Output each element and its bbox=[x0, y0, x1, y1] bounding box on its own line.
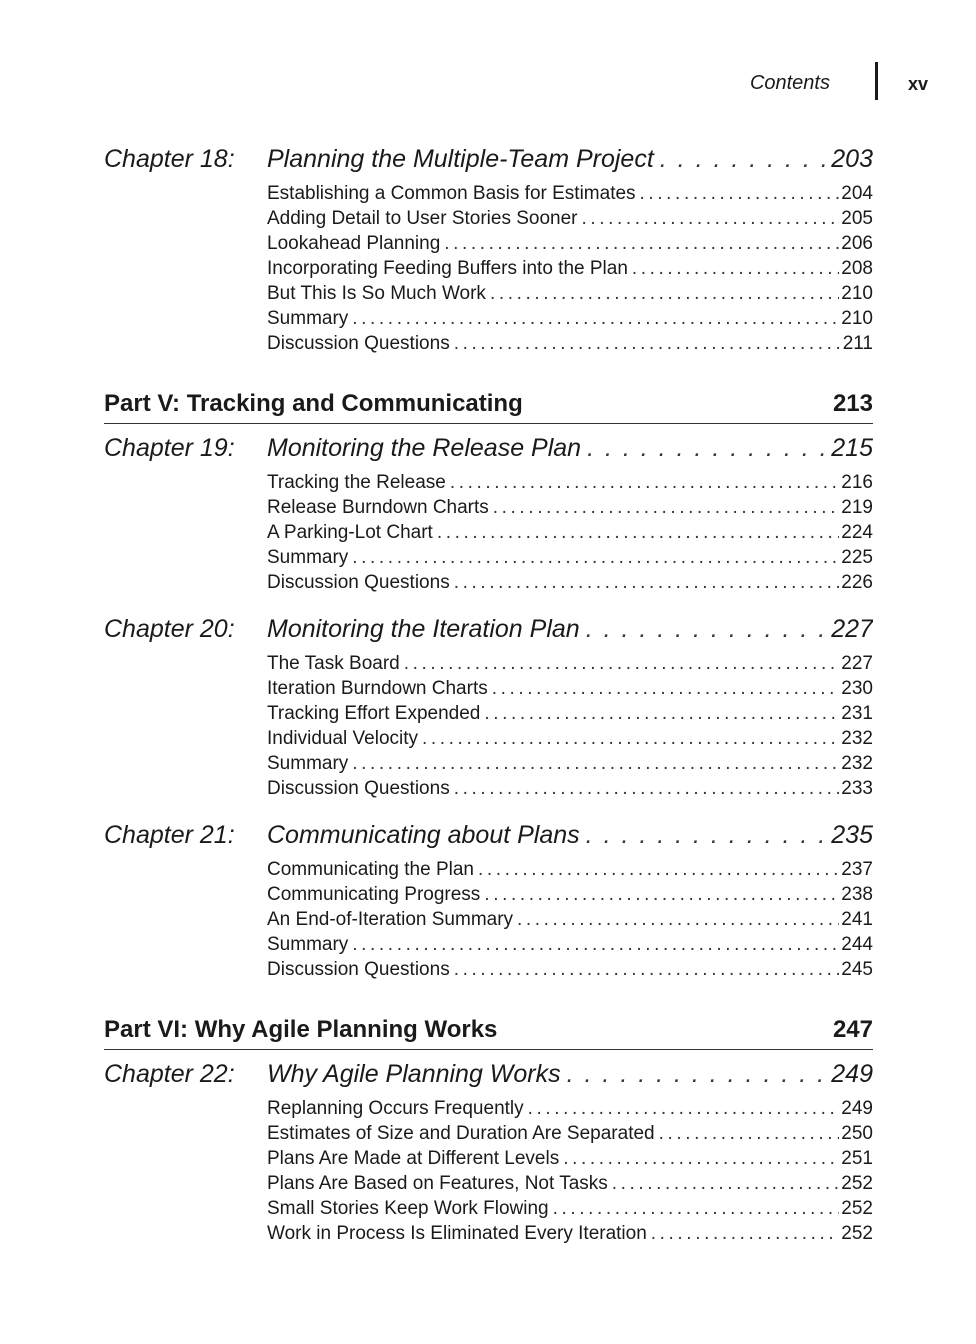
section-entry[interactable] bbox=[267, 676, 873, 701]
section-entry[interactable] bbox=[267, 651, 873, 676]
chapter-number: Chapter 18: bbox=[104, 145, 235, 173]
part-title: Part VI: Why Agile Planning Works bbox=[104, 1016, 498, 1043]
section-entry[interactable] bbox=[267, 1196, 873, 1221]
chapter-number: Chapter 20: bbox=[104, 615, 235, 643]
section-title: Plans Are Made at Different Levels bbox=[267, 1148, 560, 1169]
dot-leader bbox=[454, 331, 841, 356]
running-header bbox=[0, 62, 976, 100]
section-page: 211 bbox=[842, 333, 873, 354]
section-title: Discussion Questions bbox=[267, 333, 450, 354]
section-entry[interactable] bbox=[267, 231, 873, 256]
chapter-number: Chapter 21: bbox=[104, 821, 235, 849]
chapter-number: Chapter 22: bbox=[104, 1060, 235, 1088]
section-entry[interactable] bbox=[267, 701, 873, 726]
dot-leader bbox=[478, 857, 839, 882]
chapter-22 bbox=[104, 1060, 873, 1246]
section-page: 232 bbox=[841, 728, 873, 749]
section-title: A Parking-Lot Chart bbox=[267, 522, 433, 543]
section-entry[interactable] bbox=[267, 1171, 873, 1196]
section-entry[interactable] bbox=[267, 281, 873, 306]
section-entry[interactable] bbox=[267, 181, 873, 206]
section-entry[interactable] bbox=[267, 776, 873, 801]
part-page: 213 bbox=[832, 390, 873, 417]
section-page: 241 bbox=[841, 909, 873, 930]
section-page: 252 bbox=[841, 1173, 873, 1194]
chapter-heading[interactable] bbox=[104, 821, 873, 857]
section-page: 224 bbox=[841, 522, 873, 543]
section-title: An End-of-Iteration Summary bbox=[267, 909, 514, 930]
section-entry[interactable] bbox=[267, 1221, 873, 1246]
chapter-20 bbox=[104, 615, 873, 801]
dot-leader bbox=[563, 1146, 839, 1171]
section-page: 252 bbox=[841, 1198, 873, 1219]
chapter-page: 249 bbox=[831, 1060, 873, 1088]
section-entry[interactable] bbox=[267, 306, 873, 331]
section-entry[interactable] bbox=[267, 932, 873, 957]
section-page: 227 bbox=[841, 653, 873, 674]
dot-leader bbox=[567, 1060, 826, 1089]
dot-leader bbox=[352, 932, 839, 957]
dot-leader bbox=[586, 821, 826, 850]
section-entry[interactable] bbox=[267, 1096, 873, 1121]
dot-leader bbox=[517, 907, 839, 932]
dot-leader bbox=[450, 470, 839, 495]
section-page: 231 bbox=[841, 703, 873, 724]
section-title: Tracking the Release bbox=[267, 472, 446, 493]
section-title: Small Stories Keep Work Flowing bbox=[267, 1198, 549, 1219]
section-title: Summary bbox=[267, 753, 349, 774]
section-title: Communicating Progress bbox=[267, 884, 481, 905]
section-title: Iteration Burndown Charts bbox=[267, 678, 488, 699]
section-page: 232 bbox=[841, 753, 873, 774]
header-divider bbox=[875, 62, 878, 100]
section-title: Individual Velocity bbox=[267, 728, 419, 749]
chapter-page: 235 bbox=[831, 821, 873, 849]
section-title: Adding Detail to User Stories Sooner bbox=[267, 208, 578, 229]
chapter-page: 227 bbox=[831, 615, 873, 643]
section-entry[interactable] bbox=[267, 470, 873, 495]
chapter-page: 203 bbox=[831, 145, 873, 173]
dot-leader bbox=[492, 676, 840, 701]
section-title: Lookahead Planning bbox=[267, 233, 441, 254]
section-page: 237 bbox=[841, 859, 873, 880]
dot-leader bbox=[659, 1121, 840, 1146]
section-page: 250 bbox=[841, 1123, 873, 1144]
dot-leader bbox=[651, 1221, 840, 1246]
section-list bbox=[267, 651, 873, 801]
chapter-heading[interactable] bbox=[104, 434, 873, 470]
section-title: Communicating the Plan bbox=[267, 859, 474, 880]
section-page: 204 bbox=[841, 183, 873, 204]
section-entry[interactable] bbox=[267, 256, 873, 281]
section-entry[interactable] bbox=[267, 907, 873, 932]
dot-leader bbox=[490, 281, 839, 306]
dot-leader bbox=[528, 1096, 840, 1121]
dot-leader bbox=[640, 181, 840, 206]
section-entry[interactable] bbox=[267, 751, 873, 776]
section-entry[interactable] bbox=[267, 726, 873, 751]
dot-leader bbox=[444, 231, 839, 256]
section-title: Estimates of Size and Duration Are Separated bbox=[267, 1123, 655, 1144]
part-page: 247 bbox=[832, 1016, 873, 1043]
section-entry[interactable] bbox=[267, 206, 873, 231]
chapter-title: Monitoring the Release Plan bbox=[267, 434, 582, 462]
section-entry[interactable] bbox=[267, 495, 873, 520]
table-of-contents bbox=[104, 145, 873, 1266]
part-title: Part V: Tracking and Communicating bbox=[104, 390, 523, 417]
section-title: The Task Board bbox=[267, 653, 400, 674]
section-title: Plans Are Based on Features, Not Tasks bbox=[267, 1173, 608, 1194]
chapter-page: 215 bbox=[831, 434, 873, 462]
header-page-number: xv bbox=[908, 74, 929, 94]
dot-leader bbox=[352, 545, 839, 570]
dot-leader bbox=[352, 751, 839, 776]
dot-leader bbox=[437, 520, 839, 545]
section-entry[interactable] bbox=[267, 882, 873, 907]
section-page: 225 bbox=[841, 547, 873, 568]
section-entry[interactable] bbox=[267, 1146, 873, 1171]
section-entry[interactable] bbox=[267, 545, 873, 570]
section-page: 205 bbox=[841, 208, 873, 229]
section-entry[interactable] bbox=[267, 1121, 873, 1146]
part-6-heading[interactable] bbox=[104, 1016, 873, 1050]
section-entry[interactable] bbox=[267, 570, 873, 595]
section-page: 251 bbox=[841, 1148, 873, 1169]
section-page: 219 bbox=[841, 497, 873, 518]
dot-leader bbox=[553, 1196, 840, 1221]
section-title: Discussion Questions bbox=[267, 572, 450, 593]
part-5-heading[interactable] bbox=[104, 390, 873, 424]
dot-leader bbox=[586, 615, 826, 644]
dot-leader bbox=[660, 145, 826, 174]
dot-leader bbox=[484, 701, 839, 726]
dot-leader bbox=[404, 651, 840, 676]
section-entry[interactable] bbox=[267, 857, 873, 882]
section-list bbox=[267, 470, 873, 595]
section-page: 210 bbox=[841, 308, 873, 329]
dot-leader bbox=[484, 882, 839, 907]
dot-leader bbox=[454, 776, 840, 801]
dot-leader bbox=[587, 434, 825, 463]
section-title: Tracking Effort Expended bbox=[267, 703, 481, 724]
chapter-heading[interactable] bbox=[104, 145, 873, 181]
section-entry[interactable] bbox=[267, 331, 873, 356]
section-page: 208 bbox=[841, 258, 873, 279]
section-entry[interactable] bbox=[267, 520, 873, 545]
section-title: Establishing a Common Basis for Estimates bbox=[267, 183, 636, 204]
chapter-heading[interactable] bbox=[104, 615, 873, 651]
chapter-title: Why Agile Planning Works bbox=[267, 1060, 561, 1088]
section-title: Release Burndown Charts bbox=[267, 497, 489, 518]
section-list bbox=[267, 181, 873, 356]
section-entry[interactable] bbox=[267, 957, 873, 982]
section-page: 249 bbox=[841, 1098, 873, 1119]
section-page: 210 bbox=[841, 283, 873, 304]
section-title: Replanning Occurs Frequently bbox=[267, 1098, 524, 1119]
section-title: Summary bbox=[267, 547, 349, 568]
section-page: 206 bbox=[841, 233, 873, 254]
chapter-title: Monitoring the Iteration Plan bbox=[267, 615, 580, 643]
chapter-19 bbox=[104, 434, 873, 595]
dot-leader bbox=[632, 256, 839, 281]
chapter-title: Communicating about Plans bbox=[267, 821, 580, 849]
chapter-18 bbox=[104, 145, 873, 356]
section-page: 245 bbox=[841, 959, 873, 980]
section-title: Discussion Questions bbox=[267, 778, 450, 799]
section-page: 226 bbox=[841, 572, 873, 593]
section-list bbox=[267, 857, 873, 982]
chapter-21 bbox=[104, 821, 873, 982]
section-page: 238 bbox=[841, 884, 873, 905]
chapter-number: Chapter 19: bbox=[104, 434, 235, 462]
section-title: Summary bbox=[267, 934, 349, 955]
section-title: Discussion Questions bbox=[267, 959, 450, 980]
section-title: Work in Process Is Eliminated Every Iteration bbox=[267, 1223, 647, 1244]
section-page: 244 bbox=[841, 934, 873, 955]
dot-leader bbox=[454, 957, 840, 982]
section-page: 216 bbox=[841, 472, 873, 493]
dot-leader bbox=[582, 206, 840, 231]
dot-leader bbox=[454, 570, 840, 595]
section-page: 230 bbox=[841, 678, 873, 699]
dot-leader bbox=[422, 726, 839, 751]
chapter-heading[interactable] bbox=[104, 1060, 873, 1096]
section-page: 233 bbox=[841, 778, 873, 799]
dot-leader bbox=[352, 306, 839, 331]
header-label: Contents bbox=[749, 72, 830, 94]
chapter-title: Planning the Multiple-Team Project bbox=[267, 145, 654, 173]
section-title: Summary bbox=[267, 308, 349, 329]
section-title: But This Is So Much Work bbox=[267, 283, 486, 304]
section-page: 252 bbox=[841, 1223, 873, 1244]
dot-leader bbox=[493, 495, 840, 520]
section-list bbox=[267, 1096, 873, 1246]
section-title: Incorporating Feeding Buffers into the Plan bbox=[267, 258, 628, 279]
dot-leader bbox=[612, 1171, 840, 1196]
